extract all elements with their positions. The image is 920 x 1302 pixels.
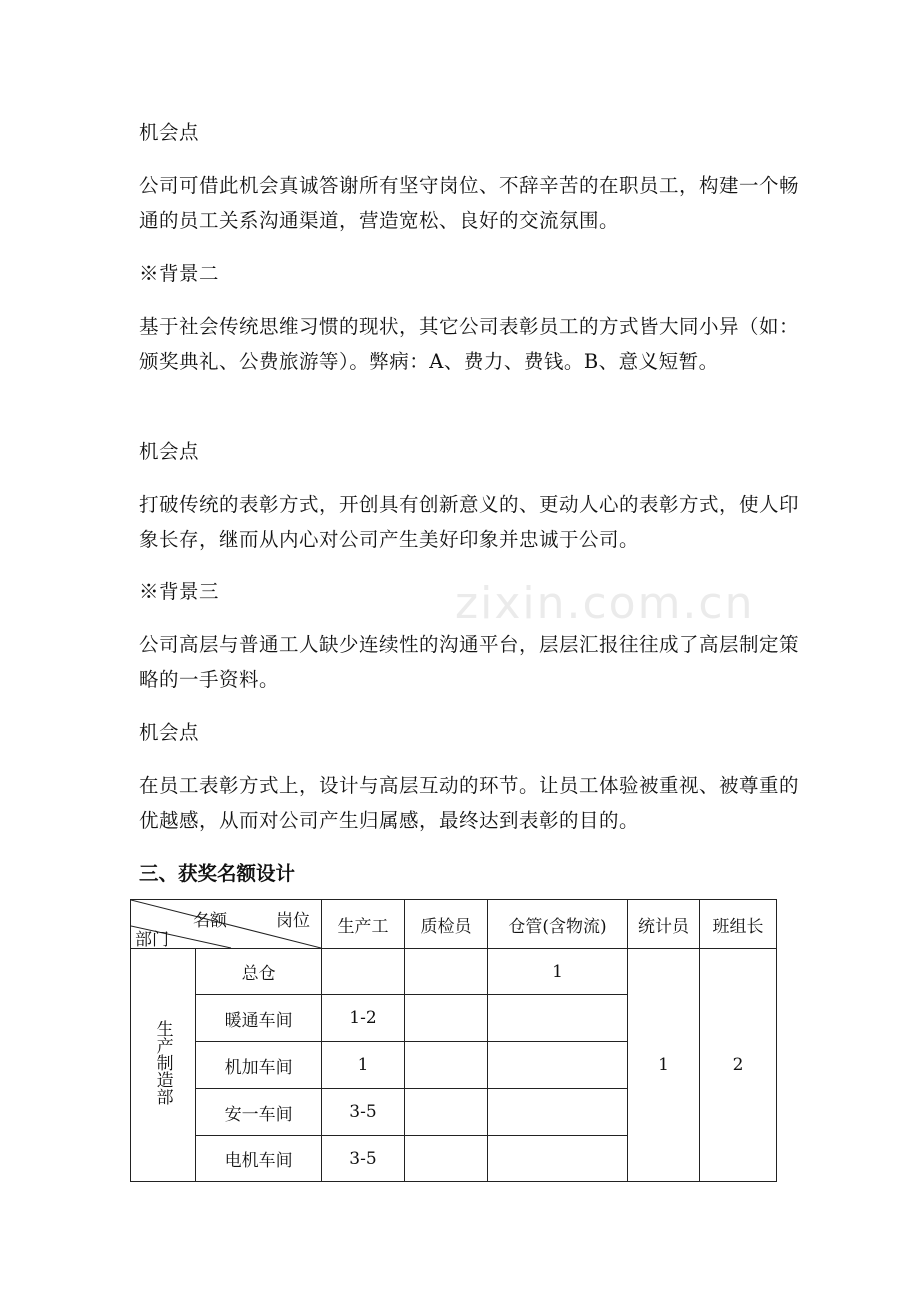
column-header-production: 生产工 <box>322 900 405 949</box>
warehouse-cell <box>488 1136 628 1182</box>
column-header-team-leader: 班组长 <box>700 900 777 949</box>
unit-cell: 暖通车间 <box>196 995 322 1042</box>
watermark: zixin.com.cn <box>455 578 755 629</box>
paragraph-background-2-body: 基于社会传统思维习惯的现状，其它公司表彰员工的方式皆大同小异（如：颁奖典礼、公费旅游等）。弊病：A、费力、费钱。B、意义短暂。 <box>139 315 800 373</box>
paragraph-opportunity-2: 机会点 <box>139 440 200 463</box>
corner-label-position: 岗位 <box>276 911 310 931</box>
qc-cell <box>405 1042 488 1089</box>
paragraph-opportunity-1-body: 公司可借此机会真诚答谢所有坚守岗位、不辞辛苦的在职员工，构建一个畅通的员工关系沟通渠道，营造宽松、良好的交流氛围。 <box>139 174 800 232</box>
unit-cell: 电机车间 <box>196 1136 322 1182</box>
paragraph-background-2: ※背景二 <box>139 262 220 285</box>
warehouse-cell <box>488 1089 628 1136</box>
warehouse-cell <box>488 1042 628 1089</box>
production-cell: 3-5 <box>322 1136 405 1182</box>
paragraph-opportunity-3-body: 在员工表彰方式上，设计与高层互动的环节。让员工体验被重视、被尊重的优越感，从而对公司产生归属感，最终达到表彰的目的。 <box>139 774 800 832</box>
column-header-warehouse: 仓管(含物流) <box>488 900 628 949</box>
department-label: 生产制造部 <box>152 1020 173 1105</box>
paragraph-background-3: ※背景三 <box>139 580 220 603</box>
team-leader-cell: 2 <box>700 949 777 1182</box>
corner-label-department: 部门 <box>135 930 169 950</box>
warehouse-cell <box>488 995 628 1042</box>
qc-cell <box>405 995 488 1042</box>
award-quota-table <box>130 899 777 1182</box>
production-cell: 3-5 <box>322 1089 405 1136</box>
unit-cell: 机加车间 <box>196 1042 322 1089</box>
production-cell: 1 <box>322 1042 405 1089</box>
column-header-statistician: 统计员 <box>628 900 700 949</box>
production-cell: 1-2 <box>322 995 405 1042</box>
corner-label-quota: 名额 <box>193 911 227 931</box>
column-header-qc: 质检员 <box>405 900 488 949</box>
warehouse-cell: 1 <box>488 949 628 995</box>
production-cell <box>322 949 405 995</box>
statistician-cell: 1 <box>628 949 700 1182</box>
section-heading: 三、获奖名额设计 <box>139 862 296 885</box>
unit-cell: 总仓 <box>196 949 322 995</box>
qc-cell <box>405 1089 488 1136</box>
paragraph-opportunity-3: 机会点 <box>139 721 200 744</box>
qc-cell <box>405 949 488 995</box>
paragraph-background-3-body: 公司高层与普通工人缺少连续性的沟通平台，层层汇报往往成了高层制定策略的一手资料。 <box>139 633 800 691</box>
qc-cell <box>405 1136 488 1182</box>
table-row <box>131 949 777 995</box>
corner-header-cell <box>131 900 322 949</box>
paragraph-opportunity-2-body: 打破传统的表彰方式，开创具有创新意义的、更动人心的表彰方式，使人印象长存，继而从内心对公司产生美好印象并忠诚于公司。 <box>139 493 800 551</box>
paragraph-opportunity-1: 机会点 <box>139 121 200 144</box>
table-header-row <box>131 900 777 949</box>
unit-cell: 安一车间 <box>196 1089 322 1136</box>
department-cell <box>131 949 196 1182</box>
